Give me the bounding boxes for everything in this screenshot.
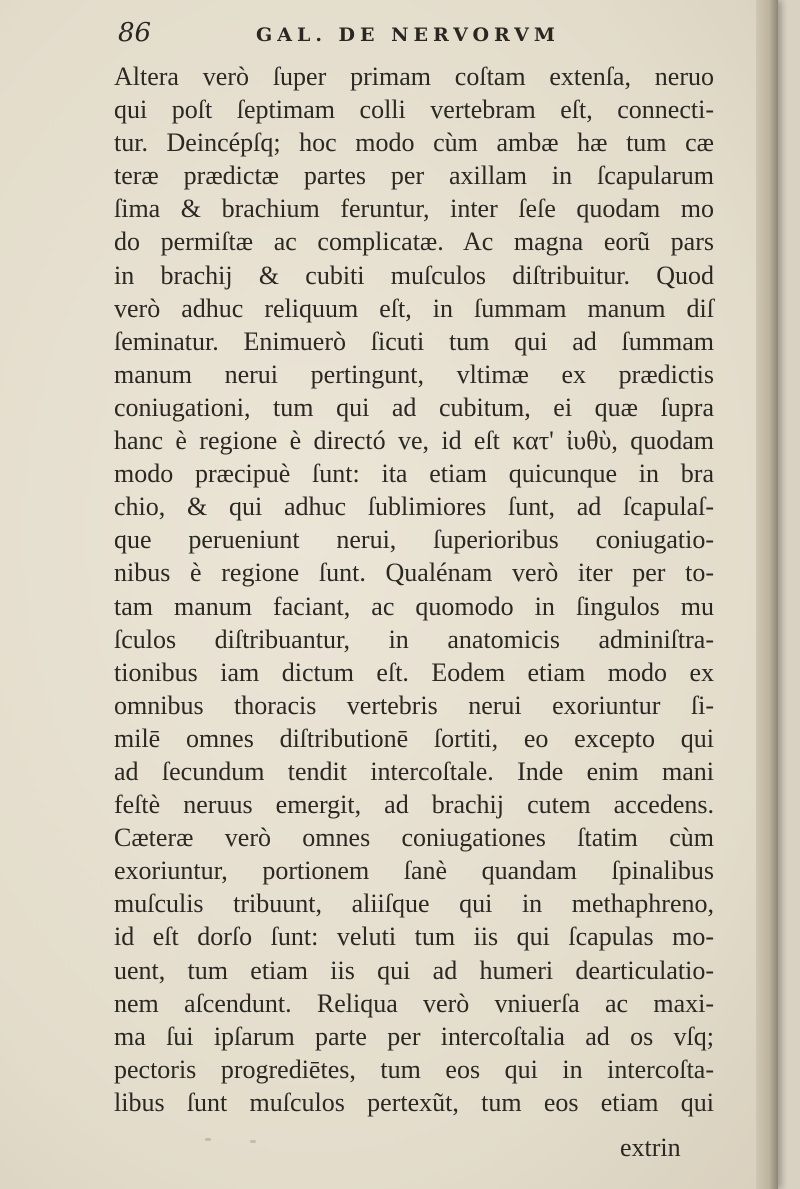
text-line: ſculos diſtribuantur, in anatomicis adminiſtra- <box>114 624 714 654</box>
text-line: ſima & brachium feruntur, inter ſeſe quodam mo <box>114 194 714 224</box>
catchword: extrin <box>620 1133 681 1162</box>
running-title: GAL. DE NERVORVM <box>256 24 560 46</box>
text-line: exoriuntur, portionem ſanè quandam ſpinalibus <box>114 856 714 886</box>
text-line: muſculis tribuunt, aliiſque qui in methaphreno, <box>114 889 714 919</box>
text-line: qui poſt ſeptimam colli vertebram eſt, connecti- <box>114 95 714 125</box>
text-line: Cæteræ verò omnes coniugationes ſtatim cùm <box>114 823 714 853</box>
text-line: ad ſecundum tendit intercoſtale. Inde enim mani <box>114 756 714 786</box>
text-line: hanc è regione è directó ve, id eſt κατ' ἰυθὺ, quodam <box>114 426 714 456</box>
text-line: tionibus iam dictum eſt. Eodem etiam modo ex <box>114 657 714 687</box>
text-line: ſeminatur. Enimuerò ſicuti tum qui ad ſummam <box>114 326 714 356</box>
text-line: tur. Deincépſq; hoc modo cùm ambæ hæ tum cæ <box>114 128 714 158</box>
text-line: pectoris progrediētes, tum eos qui in intercoſta- <box>114 1054 714 1084</box>
text-line: uent, tum etiam iis qui ad humeri dearticulatio- <box>114 955 714 985</box>
text-line: chio, & qui adhuc ſublimiores ſunt, ad ſcapulaſ- <box>114 492 714 522</box>
text-line: tam manum faciant, ac quomodo in ſingulos mu <box>114 591 714 621</box>
text-line: feſtè neruus emergit, ad brachij cutem accedens. <box>114 790 714 820</box>
text-line: in brachij & cubiti muſculos diſtribuitur. Quod <box>114 260 714 290</box>
text-line: nibus è regione ſunt. Qualénam verò iter per to- <box>114 558 714 588</box>
page-header <box>118 18 618 52</box>
ink-smudge <box>205 1138 211 1141</box>
text-line: que perueniunt nerui, ſuperioribus coniugatio- <box>114 525 714 555</box>
text-line: teræ prædictæ partes per axillam in ſcapularum <box>114 161 714 191</box>
text-line: ma ſui ipſarum parte per intercoſtalia ad os vſq; <box>114 1021 714 1051</box>
text-line: milē omnes diſtributionē ſortiti, eo excepto qui <box>114 723 714 753</box>
text-line: omnibus thoracis vertebris nerui exoriuntur ſi- <box>114 690 714 720</box>
text-line: manum nerui pertingunt, vltimæ ex prædictis <box>114 359 714 389</box>
text-line: do permiſtæ ac complicatæ. Ac magna eorũ pars <box>114 227 714 257</box>
ink-smudge <box>250 1140 256 1143</box>
page-number: 86 <box>118 18 152 48</box>
body-text <box>114 60 714 1119</box>
text-line: libus ſunt muſculos pertexũt, tum eos etiam qui <box>114 1087 714 1117</box>
page-edge <box>756 0 778 1189</box>
text-line: modo præcipuè ſunt: ita etiam quicunque in bra <box>114 459 714 489</box>
text-line: verò adhuc reliquum eſt, in ſummam manum diſ <box>114 293 714 323</box>
text-line: id eſt dorſo ſunt: veluti tum iis qui ſcapulas mo- <box>114 922 714 952</box>
text-line: Altera verò ſuper primam coſtam extenſa, neruo <box>114 62 714 91</box>
text-line: nem aſcendunt. Reliqua verò vniuerſa ac maxi- <box>114 988 714 1018</box>
text-line: coniugationi, tum qui ad cubitum, ei quæ ſupra <box>114 392 714 422</box>
